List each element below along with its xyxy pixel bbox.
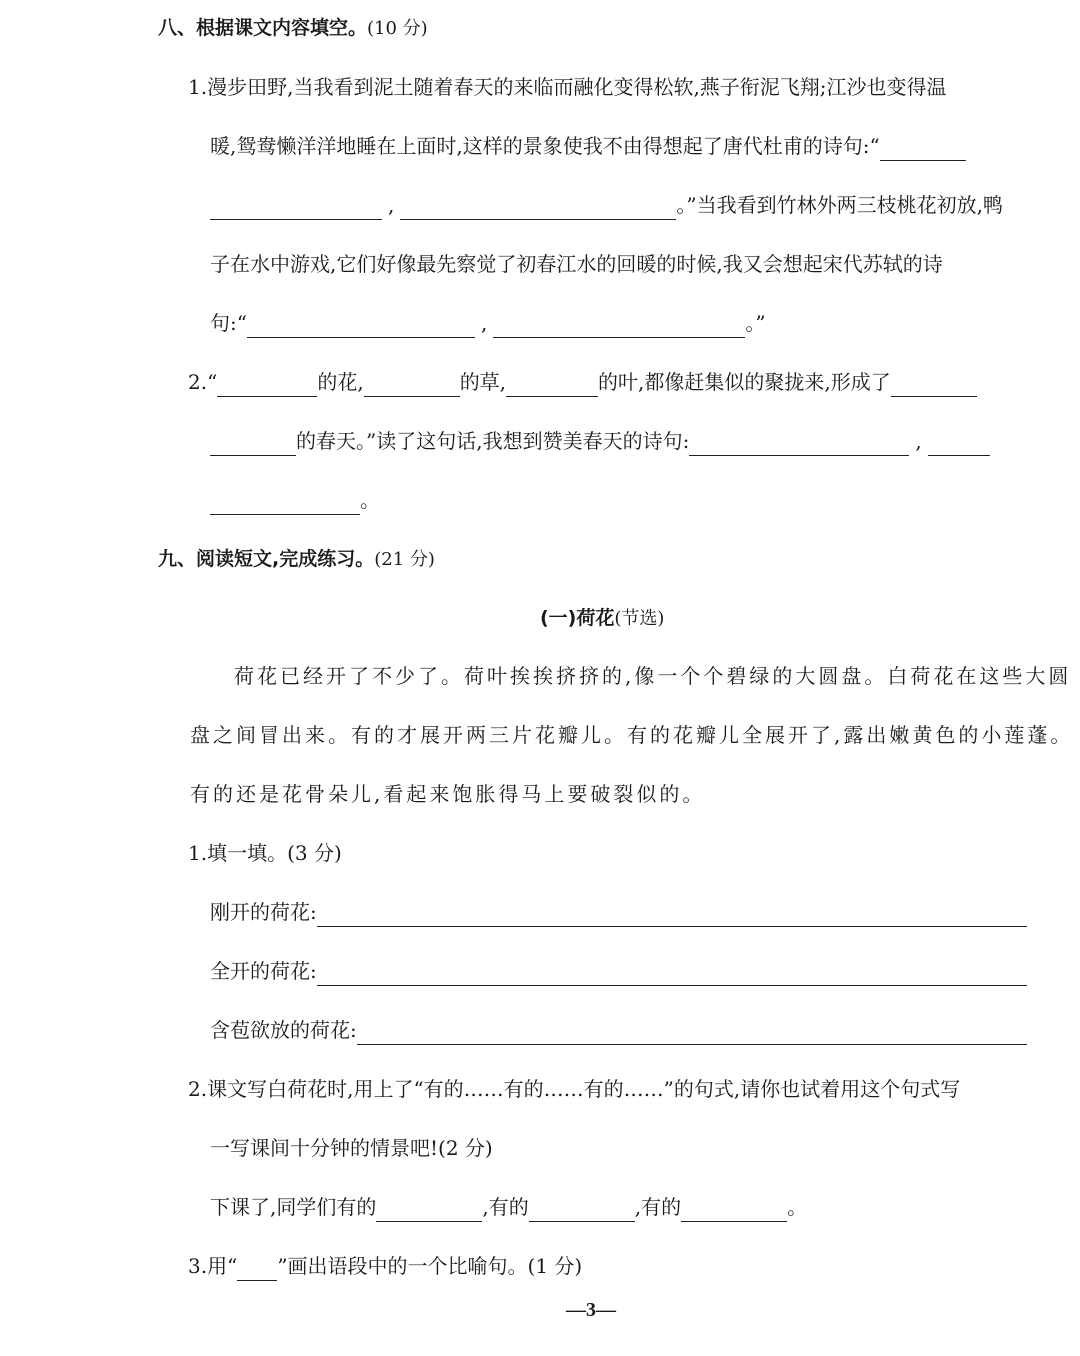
s8-q1-blank5[interactable] (493, 309, 745, 338)
passage-line1: 荷花已经开了不少了。荷叶挨挨挤挤的,像一个个碧绿的大圆盘。白荷花在这些大圆 (234, 664, 1072, 688)
page-number: —3— (566, 1299, 616, 1321)
s8-q1-blank4[interactable] (247, 309, 475, 338)
s8-q2-line3 (210, 480, 380, 520)
s8-q2-blank3[interactable] (506, 368, 598, 397)
passage-line2: 盘之间冒出来。有的才展开两三片花瓣儿。有的花瓣儿全展开了,露出嫩黄色的小莲蓬。 (190, 723, 1074, 747)
s9-q2-end: 。 (787, 1195, 808, 1219)
s8-q2-line2 (210, 421, 990, 461)
s9-q2-line1: 2.课文写白荷花时,用上了“有的……有的……有的……”的句式,请你也试着用这个句式写 (188, 1077, 961, 1101)
s9-q2-blank2[interactable] (529, 1193, 635, 1222)
s8-q1-text5: 子在水中游戏,它们好像最先察觉了初春江水的回暖的时候,我又会想起宋代苏轼的诗 (210, 252, 943, 276)
s8-q2-number: 2. (188, 370, 208, 394)
s8-q1-text2: 暖,鸳鸯懒洋洋地睡在上面时,这样的景象使我不由得想起了唐代杜甫的诗句:“ (210, 134, 880, 158)
section-8-points: (10 分) (367, 18, 428, 39)
s9-q2-text1: 下课了,同学们有的 (210, 1195, 377, 1219)
s8-q2-blank2[interactable] (364, 368, 460, 397)
s8-q2-blank7[interactable] (928, 427, 990, 456)
s9-q2-line3 (210, 1187, 807, 1227)
s8-q1-text1: 漫步田野,当我看到泥土随着春天的来临而融化变得松软,燕子衔泥飞翔;江沙也变得温 (207, 75, 947, 99)
passage-subtitle: (节选) (614, 608, 665, 629)
s9-q1-blank-c[interactable] (357, 1016, 1027, 1045)
s9-q2-blank1[interactable] (376, 1193, 482, 1222)
section-8-title: 八、根据课文内容填空。 (158, 17, 368, 39)
s8-q1-line1 (188, 67, 947, 107)
s8-q1-number: 1. (188, 75, 208, 99)
s8-q1-comma1: , (388, 193, 395, 217)
s8-q1-line3 (210, 185, 1003, 225)
s8-q1-line5 (210, 303, 766, 343)
s9-q3-underline-sample (237, 1252, 277, 1281)
s9-q3-line (188, 1246, 582, 1286)
s8-q1-end: 。” (745, 311, 766, 335)
s8-q2-text2: 的花, (317, 370, 364, 394)
s8-q1-blank3[interactable] (400, 191, 676, 220)
s9-q2-blank3[interactable] (681, 1193, 787, 1222)
s8-q2-blank8[interactable] (210, 486, 360, 515)
s8-q2-text5: 的春天。”读了这句话,我想到赞美春天的诗句: (296, 429, 690, 453)
s9-q2-line2: 一写课间十分钟的情景吧!(2 分) (210, 1136, 493, 1160)
passage-line3: 有的还是花骨朵儿,看起来饱胀得马上要破裂似的。 (190, 782, 706, 806)
passage-title-text: (一)荷花 (540, 607, 615, 629)
section-9-title: 九、阅读短文,完成练习。 (158, 548, 375, 570)
s9-q1-label-b: 全开的荷花: (210, 959, 317, 983)
s8-q1-line2 (210, 126, 966, 166)
s9-q3-text2: ”画出语段中的一个比喻句。(1 分) (277, 1254, 583, 1278)
s8-q1-blank2[interactable] (210, 191, 382, 220)
s9-q1-blank-a[interactable] (317, 898, 1027, 927)
s8-q1-comma2: , (480, 311, 488, 335)
s9-q1-row-c (210, 1010, 1027, 1050)
s8-q2-blank4[interactable] (891, 368, 977, 397)
s9-q3-text1: 3.用“ (188, 1254, 238, 1278)
s8-q2-comma: , (915, 429, 922, 453)
s9-q1-label-c: 含苞欲放的荷花: (210, 1018, 357, 1042)
s9-q1-prompt: 1.填一填。(3 分) (188, 841, 342, 865)
s8-q2-blank1[interactable] (217, 368, 317, 397)
s9-q1-row-a (210, 892, 1027, 932)
s9-q2-text3: ,有的 (634, 1195, 682, 1219)
section-8-heading (158, 8, 428, 48)
section-9-points: (21 分) (374, 549, 435, 570)
s8-q1-blank1[interactable] (880, 132, 966, 161)
s9-q1-label-a: 刚开的荷花: (210, 900, 317, 924)
s9-q1-blank-b[interactable] (317, 957, 1027, 986)
s8-q2-text3: 的草, (459, 370, 507, 394)
s8-q2-end: 。 (360, 488, 380, 512)
s8-q2-line1 (188, 362, 977, 402)
s8-q1-line4 (210, 244, 943, 284)
s9-q1-row-b (210, 951, 1027, 991)
s8-q1-text4: 。”当我看到竹林外两三枝桃花初放,鸭 (676, 193, 1003, 217)
s8-q2-blank5[interactable] (210, 427, 296, 456)
s9-q2-text2: ,有的 (482, 1195, 529, 1219)
s8-q2-quote: “ (207, 370, 218, 394)
s8-q2-text4: 的叶,都像赶集似的聚拢来,形成了 (598, 370, 891, 394)
section-9-heading (158, 539, 435, 579)
passage-title (540, 597, 664, 637)
s8-q2-blank6[interactable] (689, 427, 909, 456)
s8-q1-text6: 句:“ (210, 311, 247, 335)
